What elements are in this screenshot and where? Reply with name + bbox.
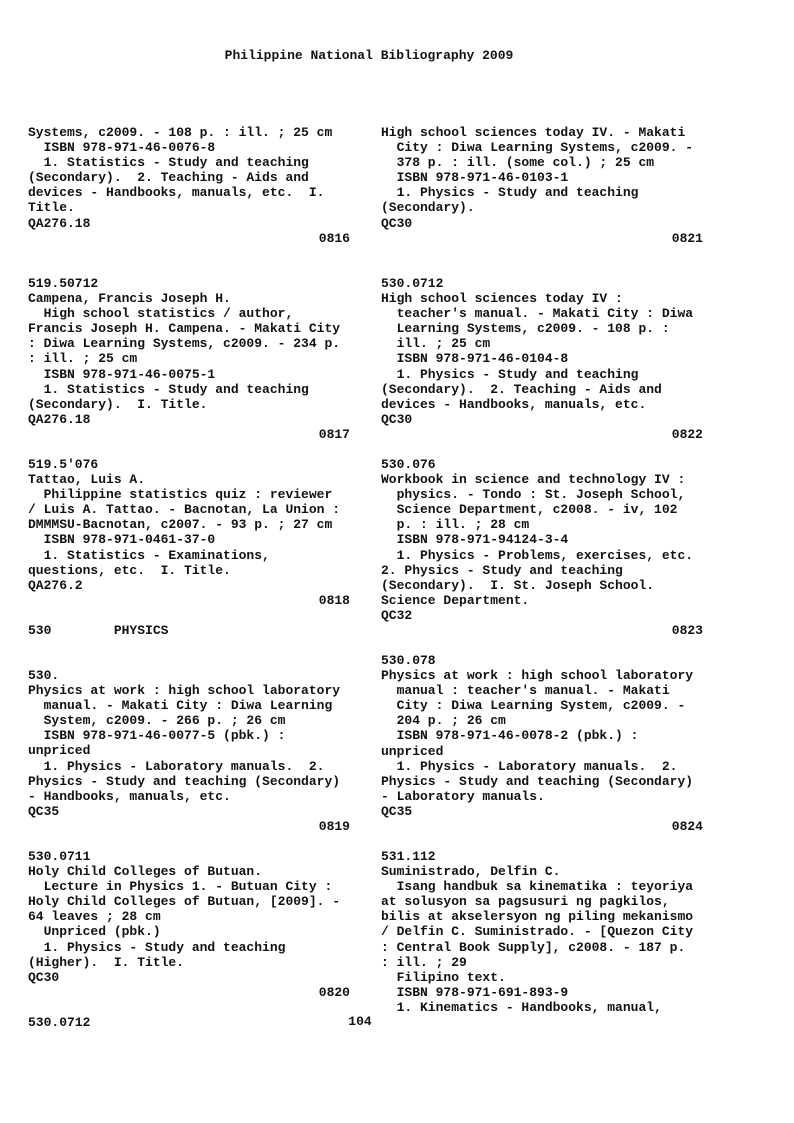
record-number: 0816 [318, 231, 350, 246]
call-number: 530.078 [381, 653, 436, 668]
record-line: ISBN 978-971-46-0077-5 (pbk.) : [28, 728, 286, 744]
record-line: Title. [28, 200, 75, 216]
record-line: - Handbooks, manuals, etc. [28, 788, 231, 804]
record-line: Isang handbuk sa kinematika : teyoriya [381, 879, 694, 895]
call-number: 530.0711 [28, 849, 91, 864]
record-number: 0818 [318, 593, 350, 608]
record-line: 1. Physics - Laboratory manuals. 2. [28, 758, 325, 774]
record-line: Holy Child Colleges of Butuan. [28, 864, 263, 880]
record-entry [28, 125, 350, 231]
record-line: questions, etc. I. Title. [28, 562, 231, 578]
left-column [28, 125, 350, 1030]
record-line: : Diwa Learning Systems, c2009. - 234 p. [28, 336, 341, 352]
record-line: System, c2009. - 266 p. ; 26 cm [28, 713, 286, 729]
call-number: 531.112 [381, 849, 436, 864]
call-number: 530.0712 [28, 1015, 91, 1030]
record-line: unpriced [381, 743, 444, 759]
record-line: QC32 [381, 607, 413, 623]
record-line: Holy Child Colleges of Butuan, [2009]. - [28, 894, 341, 910]
record-line: Filipino text. [381, 969, 506, 985]
record-number: 0821 [671, 231, 703, 246]
page-header: Philippine National Bibliography 2009 [224, 48, 514, 63]
record-line: manual. - Makati City : Diwa Learning [28, 698, 333, 714]
record-line: Physics at work : high school laboratory [28, 683, 341, 699]
record-number: 0819 [318, 819, 350, 834]
record-line: 1. Physics - Study and teaching [381, 366, 639, 382]
call-number: 519.5'076 [28, 457, 99, 472]
record-line: ISBN 978-971-94124-3-4 [381, 532, 569, 548]
record-line: 1. Physics - Study and teaching [381, 185, 639, 201]
record-line: ill. ; 25 cm [381, 336, 491, 352]
record-line: manual : teacher's manual. - Makati [381, 683, 670, 699]
record-line: QA276.2 [28, 577, 83, 593]
record-line: Francis Joseph H. Campena. - Makati City [28, 321, 341, 337]
page-number: 104 [348, 1014, 372, 1029]
record-line: (Secondary). 2. Teaching - Aids and [28, 170, 309, 186]
record-line: devices - Handbooks, manuals, etc. I. [28, 185, 325, 201]
record-line: 2. Physics - Study and teaching [381, 562, 623, 578]
record-line: QC30 [381, 411, 413, 427]
record-line: p. : ill. ; 28 cm [381, 517, 530, 533]
record-number: 0822 [671, 427, 703, 442]
record-number: 0823 [671, 623, 703, 638]
record-entry [381, 849, 703, 1015]
record-line: QA276.18 [28, 411, 91, 427]
record-number: 0820 [318, 985, 350, 1000]
record-line: Science Department, c2008. - iv, 102 [381, 502, 678, 518]
record-line: / Delfin C. Suministrado. - [Quezon City [381, 924, 694, 940]
record-line: 204 p. ; 26 cm [381, 713, 506, 729]
record-line: DMMMSU-Bacnotan, c2007. - 93 p. ; 27 cm [28, 517, 333, 533]
record-line: (Secondary). I. St. Joseph School. [381, 577, 655, 593]
record-number: 0824 [671, 819, 703, 834]
record-line: (Secondary). 2. Teaching - Aids and [381, 381, 662, 397]
record-line: 1. Physics - Laboratory manuals. 2. [381, 758, 678, 774]
record-line: Philippine statistics quiz : reviewer [28, 487, 333, 503]
record-line: 1. Physics - Problems, exercises, etc. [381, 547, 694, 563]
record-line: 1. Statistics - Study and teaching [28, 381, 309, 397]
record-entry [381, 276, 703, 427]
record-line: ISBN 978-971-46-0103-1 [381, 170, 569, 186]
record-line: ISBN 978-971-46-0104-8 [381, 351, 569, 367]
record-line: 64 leaves ; 28 cm [28, 909, 161, 925]
record-line: devices - Handbooks, manuals, etc. [381, 396, 647, 412]
record-line: Learning Systems, c2009. - 108 p. : [381, 321, 670, 337]
record-line: Workbook in science and technology IV : [381, 472, 686, 488]
call-number: 530. [28, 668, 60, 683]
record-line: bilis at akselersyon ng piling mekanismo [381, 909, 694, 925]
record-line: (Secondary). [381, 200, 475, 216]
record-line: : ill. ; 29 [381, 954, 467, 970]
record-line: teacher's manual. - Makati City : Diwa [381, 306, 694, 322]
record-line: Suministrado, Delfin C. [381, 864, 561, 880]
call-number: 519.50712 [28, 276, 99, 291]
record-line: (Secondary). I. Title. [28, 396, 208, 412]
record-entry [381, 457, 703, 623]
call-number: 530.0712 [381, 276, 444, 291]
record-line: QC30 [381, 215, 413, 231]
record-entry [381, 653, 703, 819]
record-line: : ill. ; 25 cm [28, 351, 138, 367]
record-line: ISBN 978-971-46-0075-1 [28, 366, 216, 382]
record-line: Science Department. [381, 592, 530, 608]
record-line: Campena, Francis Joseph H. [28, 291, 231, 307]
record-line: Physics - Study and teaching (Secondary) [28, 773, 341, 789]
record-line: QC35 [381, 803, 413, 819]
record-line: Systems, c2009. - 108 p. : ill. ; 25 cm [28, 125, 333, 140]
record-line: physics. - Tondo : St. Joseph School, [381, 487, 686, 503]
record-line: (Higher). I. Title. [28, 954, 185, 970]
record-line: High school sciences today IV : [381, 291, 623, 307]
section-heading: 530 PHYSICS [28, 623, 169, 638]
record-line: 378 p. : ill. (some col.) ; 25 cm [381, 155, 655, 171]
record-line: City : Diwa Learning System, c2009. - [381, 698, 686, 714]
record-entry [28, 457, 350, 593]
record-line: unpriced [28, 743, 91, 759]
record-line: ISBN 978-971-46-0076-8 [28, 140, 216, 156]
record-line: 1. Kinematics - Handbooks, manual, [381, 999, 662, 1015]
record-line: 1. Statistics - Examinations, [28, 547, 270, 563]
record-line: / Luis A. Tattao. - Bacnotan, La Union : [28, 502, 341, 518]
record-line: ISBN 978-971-0461-37-0 [28, 532, 216, 548]
record-line: City : Diwa Learning Systems, c2009. - [381, 140, 694, 156]
right-column [381, 125, 703, 1015]
record-line: 1. Physics - Study and teaching [28, 939, 286, 955]
record-line: Physics - Study and teaching (Secondary) [381, 773, 694, 789]
record-line: High school statistics / author, [28, 306, 294, 322]
record-line: Physics at work : high school laboratory [381, 668, 694, 684]
record-line: Unpriced (pbk.) [28, 924, 161, 940]
record-entry [381, 125, 703, 231]
record-entry [28, 668, 350, 819]
record-line: QC30 [28, 969, 60, 985]
record-line: Tattao, Luis A. [28, 472, 146, 488]
call-number: 530.076 [381, 457, 436, 472]
record-line: : Central Book Supply], c2008. - 187 p. [381, 939, 686, 955]
record-line: Lecture in Physics 1. - Butuan City : [28, 879, 333, 895]
record-line: High school sciences today IV. - Makati [381, 125, 686, 140]
record-line: QC35 [28, 803, 60, 819]
record-number: 0817 [318, 427, 350, 442]
record-line: QA276.18 [28, 215, 91, 231]
record-line: ISBN 978-971-691-893-9 [381, 984, 569, 1000]
record-line: ISBN 978-971-46-0078-2 (pbk.) : [381, 728, 639, 744]
record-line: at solusyon sa pagsusuri ng pagkilos, [381, 894, 670, 910]
record-entry [28, 276, 350, 427]
record-line: 1. Statistics - Study and teaching [28, 155, 309, 171]
record-entry [28, 849, 350, 985]
record-line: - Laboratory manuals. [381, 788, 545, 804]
